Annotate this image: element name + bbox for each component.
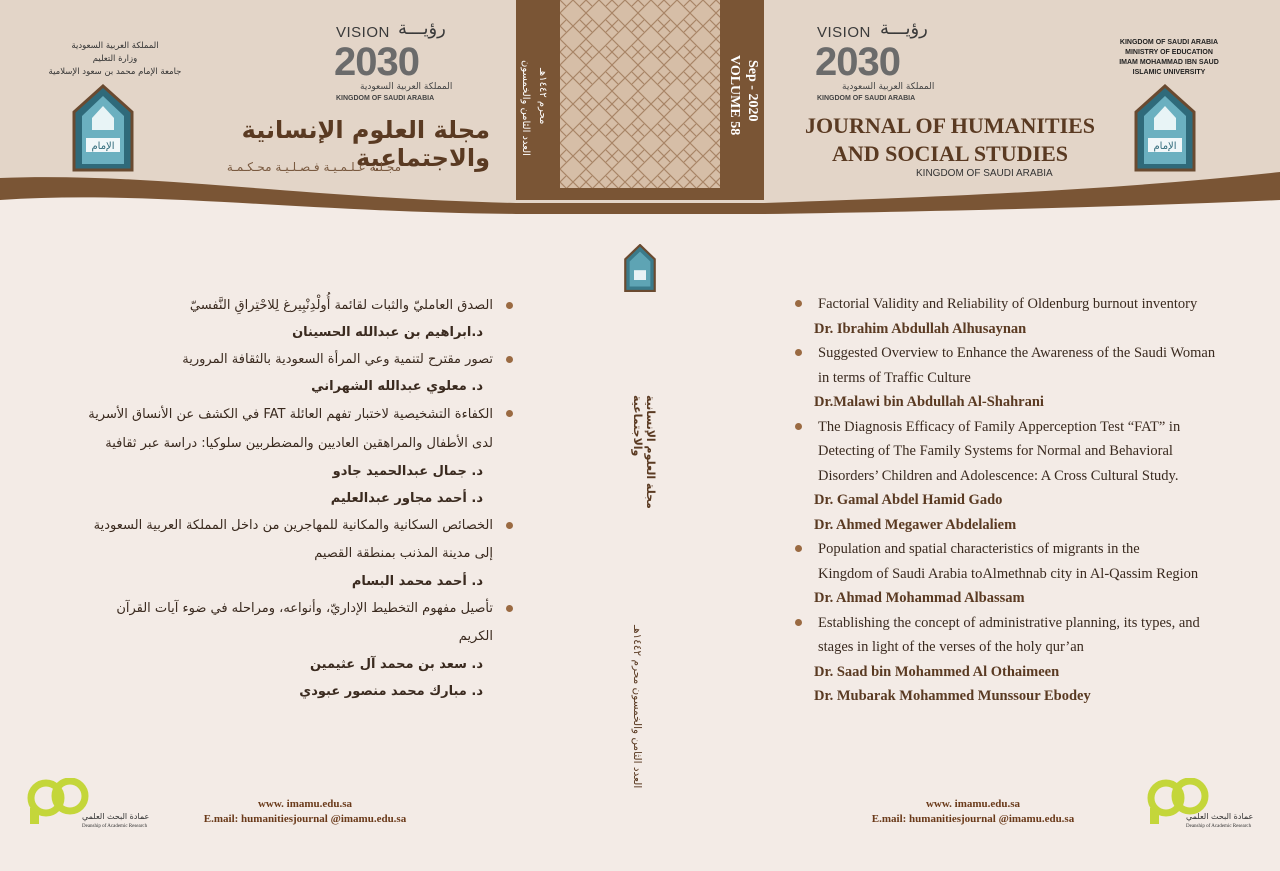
right-vision-word: VISION — [817, 24, 871, 41]
left-journal-title-ar: مجلة العلوم الإنسانية والاجتماعية — [241, 116, 490, 172]
arabic-article-author: د. معلوي عبدالله الشهراني — [311, 379, 483, 394]
right-university-emblem — [1134, 84, 1196, 172]
left-gov-line: وزارة التعليم — [92, 54, 138, 64]
spine-emblem — [623, 244, 657, 292]
english-article-author: Dr. Mubarak Mohammed Munssour Ebodey — [814, 688, 1091, 704]
arabic-article — [85, 595, 515, 705]
spine-title-ar: مجلة العلوم الإنسانية والاجتماعية — [631, 395, 657, 509]
right-footer — [848, 797, 1098, 827]
left-email[interactable]: E.mail: humanitiesjournal @imamu.edu.sa — [203, 813, 407, 825]
right-journal-title-line2: AND SOCIAL STUDIES — [832, 141, 1068, 166]
spine-month-ar: محرم ١٤٤٢هـ — [537, 68, 548, 125]
english-article-author: Dr. Ibrahim Abdullah Alhusaynan — [814, 320, 1027, 337]
arabic-article-title: تصور مقترح لتنمية وعي المرأة السعودية بالثقافة المرورية — [85, 346, 515, 373]
english-article — [794, 611, 1244, 709]
right-journal-title-line1: JOURNAL OF HUMANITIES — [804, 113, 1096, 138]
english-article-title: Establishing the concept of administrative planning, its types, and stages in light of the verses of the holy qur’an — [794, 611, 1244, 660]
english-article-author: Dr. Gamal Abdel Hamid Gado — [814, 492, 1003, 508]
right-gov-line: MINISTRY OF EDUCATION — [1125, 49, 1213, 56]
right-deanship-en: Deanship of Academic Research — [1186, 824, 1252, 829]
arabic-article — [85, 292, 515, 346]
english-article-author: Dr. Ahmad Mohammad Albassam — [814, 590, 1025, 606]
right-vision-kingdom-ar: المملكة العربية السعودية — [842, 82, 935, 92]
left-vision-word: VISION — [336, 24, 390, 41]
left-vision-kingdom-ar: المملكة العربية السعودية — [360, 82, 453, 92]
arabic-article-title: تأصيل مفهوم التخطيط الإداريّ، وأنواعه، ومراحله في ضوء آيات القرآن الكريم — [85, 595, 515, 651]
spine-pattern — [560, 0, 720, 188]
english-article-author: Dr. Saad bin Mohammed Al Othaimeen — [814, 663, 1060, 680]
right-journal-country: KINGDOM OF SAUDI ARABIA — [916, 168, 1053, 179]
spine-issue-full-ar: العدد الثامن والخمسون محرم ١٤٤٢هـ — [631, 625, 643, 789]
english-article-list — [794, 292, 1244, 709]
left-footer — [180, 797, 430, 827]
english-article — [794, 341, 1244, 415]
arabic-article-author: د.ابراهيم بن عبدالله الحسينان — [292, 325, 483, 340]
arabic-article-list — [85, 292, 515, 705]
spine-volume: VOLUME 58 — [727, 55, 742, 136]
left-emblem-text: ﺍﻹﻣﺎﻡ — [91, 141, 115, 152]
english-article-title: Population and spatial characteristics of migrants in the Kingdom of Saudi Arabia toAlmethnab city in Al-Qassim Region — [794, 537, 1244, 586]
right-gov-lines — [1104, 38, 1234, 78]
arabic-article-author: د. أحمد محمد البسام — [351, 574, 483, 589]
english-article — [794, 537, 1244, 611]
arabic-article — [85, 400, 515, 512]
left-journal-subtitle-ar: مجـلـة عـلـمـيـة فـصـلـيـة محـكـمـة — [226, 160, 402, 174]
arabic-article — [85, 346, 515, 400]
arabic-article-author: د. جمال عبدالحميد جادو — [332, 464, 483, 479]
left-deanship-en: Deanship of Academic Research — [82, 824, 148, 829]
right-vision-kingdom-en: KINGDOM OF SAUDI ARABIA — [817, 95, 916, 102]
arabic-article-title: الكفاءة التشخيصية لاختبار تفهم العائلة FAT في الكشف عن الأنساق الأسرية لدى الأطفال والمراهقين العاديين والمضطربين سلوكيا: دراسة عبر ثقافية — [85, 400, 515, 458]
left-deanship-ar: عمادة البحث العلمي — [82, 812, 150, 821]
arabic-article-author: د. أحمد مجاور عبدالعليم — [330, 491, 483, 506]
left-deanship-logo — [26, 778, 150, 834]
right-journal-title — [790, 112, 1110, 168]
english-article-author: Dr.Malawi bin Abdullah Al-Shahrani — [814, 394, 1044, 410]
left-vision-ar: رؤيـــة — [398, 18, 446, 39]
right-gov-line: KINGDOM OF SAUDI ARABIA — [1119, 39, 1219, 46]
english-article — [794, 292, 1244, 341]
arabic-article-author: د. مبارك محمد منصور عبودي — [299, 684, 483, 699]
left-gov-lines — [40, 40, 190, 79]
right-deanship-ar: عمادة البحث العلمي — [1186, 812, 1254, 821]
left-university-emblem — [72, 84, 134, 172]
left-vision-kingdom-en: KINGDOM OF SAUDI ARABIA — [336, 95, 435, 102]
right-gov-line: ISLAMIC UNIVERSITY — [1132, 69, 1206, 76]
left-gov-line: المملكة العربية السعودية — [71, 41, 159, 51]
right-website[interactable]: www. imamu.edu.sa — [925, 798, 1021, 810]
arabic-article — [85, 512, 515, 595]
spine-issue-ar: العدد الثامن والخمسون — [520, 60, 531, 156]
spine-date: Sep - 2020 — [745, 60, 760, 122]
english-article-author: Dr. Ahmed Megawer Abdelaliem — [814, 516, 1017, 533]
right-deanship-logo — [1146, 778, 1256, 834]
right-email[interactable]: E.mail: humanitiesjournal @imamu.edu.sa — [871, 813, 1075, 825]
left-gov-line: جامعة الإمام محمد بن سعود الإسلامية — [48, 67, 182, 77]
english-article-title: Factorial Validity and Reliability of Oldenburg burnout inventory — [794, 292, 1244, 317]
english-article-title: The Diagnosis Efficacy of Family Apperception Test “FAT” in Detecting of The Family Systems for Normal and Behavioral Disorders’ Children and Adolescence: A Cross Cultural Study. — [794, 415, 1244, 489]
right-emblem-text: ﺍﻹﻣﺎﻡ — [1153, 141, 1177, 152]
left-website[interactable]: www. imamu.edu.sa — [257, 798, 353, 810]
right-vision-ar: رؤيـــة — [880, 18, 928, 39]
arabic-article-title: الصدق العامليّ والثبات لقائمة أُولْدِنْبِيرغ لِلاحْتِراقِ النَّفسيّ — [85, 292, 515, 319]
arabic-article-title: الخصائص السكانية والمكانية للمهاجرين من داخل المملكة العربية السعودية إلى مدينة المذنب بمنطقة القصيم — [85, 512, 515, 568]
english-article — [794, 415, 1244, 538]
left-vision-2030: 2030 — [334, 40, 419, 84]
right-vision-2030: 2030 — [815, 40, 900, 84]
right-gov-line: IMAM MOHAMMAD IBN SAUD — [1119, 59, 1219, 66]
english-article-title: Suggested Overview to Enhance the Awareness of the Saudi Woman in terms of Traffic Culture — [794, 341, 1244, 390]
arabic-article-author: د. سعد بن محمد آل عثيمين — [309, 657, 483, 672]
